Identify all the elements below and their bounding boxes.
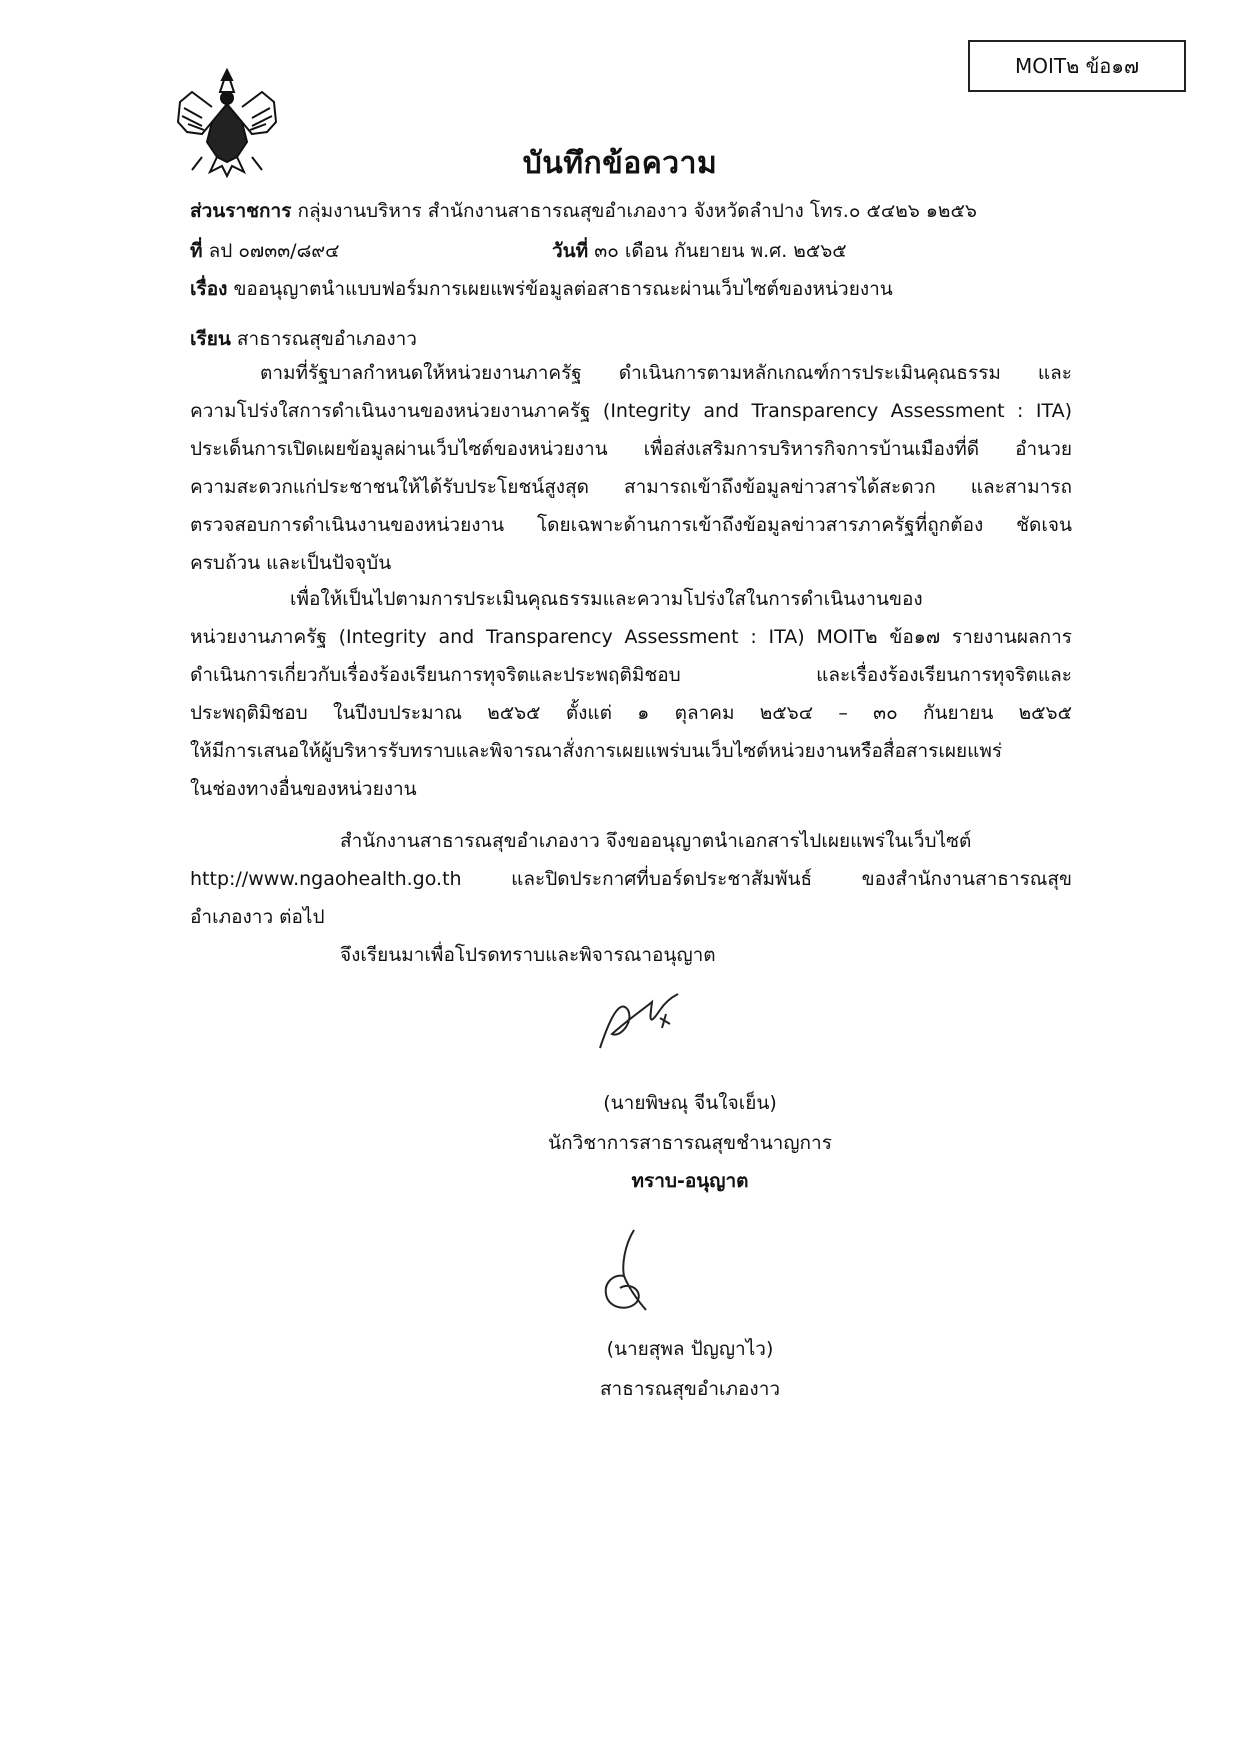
paragraph-line: ในช่องทางอื่นของหน่วยงาน [190, 778, 417, 800]
signature-2-icon [594, 1226, 654, 1316]
date-label: วันที่ [552, 240, 589, 262]
paragraph-line: ครบถ้วน และเป็นปัจจุบัน [190, 552, 392, 574]
paragraph-line: ประพฤติมิชอบ ในปีงบประมาณ ๒๕๖๕ ตั้งแต่ ๑ ตุลาคม ๒๕๖๔ – ๓๐ กันยายน ๒๕๖๕ [190, 702, 1072, 724]
date-value: ๓๐ เดือน กันยายน พ.ศ. ๒๕๖๕ [594, 240, 847, 262]
reference-code: MOIT๒ ข้อ๑๗ [1014, 54, 1140, 78]
signer-2-position: สาธารณสุขอำเภองาว [599, 1378, 781, 1400]
subject-label: เรื่อง [190, 278, 228, 300]
paragraph-1 [190, 354, 1072, 582]
paragraph-line: สำนักงานสาธารณสุขอำเภองาว จึงขออนุญาตนำเอกสารไปเผยแพร่ในเว็บไซต์ [340, 830, 972, 852]
paragraph-2 [190, 580, 1072, 808]
document-title: บันทึกข้อความ [522, 146, 718, 181]
paragraph-line: ตรวจสอบการดำเนินงานของหน่วยงาน โดยเฉพาะด้านการเข้าถึงข้อมูลข่าวสารภาครัฐที่ถูกต้อง ชัดเจน [190, 514, 1072, 536]
paragraph-line: ดำเนินการเกี่ยวกับเรื่องร้องเรียนการทุจริตและประพฤติมิชอบ และเรื่องร้องเรียนการทุจริตและ [190, 664, 1072, 686]
paragraph-line: http://www.ngaohealth.go.th และปิดประกาศที่บอร์ดประชาสัมพันธ์ ของสำนักงานสาธารณสุข [190, 868, 1072, 890]
paragraph-line: ประเด็นการเปิดเผยข้อมูลผ่านเว็บไซต์ของหน่วยงาน เพื่อส่งเสริมการบริหารกิจการบ้านเมืองที่ดี อำนวย [190, 438, 1072, 460]
subject-value: ขออนุญาตนำแบบฟอร์มการเผยแพร่ข้อมูลต่อสาธารณะผ่านเว็บไซต์ของหน่วยงาน [233, 278, 893, 300]
paragraph-3 [190, 822, 1072, 936]
agency-value: กลุ่มงานบริหาร สำนักงานสาธารณสุขอำเภองาว จังหวัดลำปาง โทร.๐ ๕๔๒๖ ๑๒๕๖ [297, 200, 977, 222]
paragraph-line: ตามที่รัฐบาลกำหนดให้หน่วยงานภาครัฐ ดำเนินการตามหลักเกณฑ์การประเมินคุณธรรม และ [260, 362, 1072, 384]
salutation-label: เรียน [190, 328, 231, 350]
agency-label: ส่วนราชการ [190, 200, 292, 222]
salutation-value: สาธารณสุขอำเภองาว [236, 328, 417, 350]
agency-line [190, 196, 977, 226]
reference-box [968, 40, 1186, 92]
signature-1-icon [590, 988, 690, 1060]
document-number-label: ที่ [190, 240, 203, 262]
date-line [552, 236, 847, 266]
signer-1-position: นักวิชาการสาธารณสุขชำนาญการ [548, 1132, 832, 1154]
closing-line: จึงเรียนมาเพื่อโปรดทราบและพิจารณาอนุญาต [340, 944, 716, 966]
approval-text: ทราบ-อนุญาต [631, 1170, 749, 1192]
signer-2-name: (นายสุพล ปัญญาไว) [606, 1338, 774, 1360]
salutation-line [190, 324, 417, 354]
document-number-line [190, 236, 340, 266]
subject-line [190, 274, 893, 304]
paragraph-line: เพื่อให้เป็นไปตามการประเมินคุณธรรมและความโปร่งใสในการดำเนินงานของ [290, 588, 923, 610]
paragraph-line: หน่วยงานภาครัฐ (Integrity and Transparency Assessment : ITA) MOIT๒ ข้อ๑๗ รายงานผลการ [190, 626, 1072, 648]
paragraph-line: อำเภองาว ต่อไป [190, 906, 325, 928]
paragraph-line: ความโปร่งใสการดำเนินงานของหน่วยงานภาครัฐ (Integrity and Transparency Assessment : ITA) [190, 400, 1072, 422]
paragraph-line: ให้มีการเสนอให้ผู้บริหารรับทราบและพิจารณาสั่งการเผยแพร่บนเว็บไซต์หน่วยงานหรือสื่อสารเผยแพร่ [190, 740, 1003, 762]
paragraph-line: ความสะดวกแก่ประชาชนให้ได้รับประโยชน์สูงสุด สามารถเข้าถึงข้อมูลข่าวสารได้สะดวก และสามารถ [190, 476, 1072, 498]
signer-1-name: (นายพิษณุ จีนใจเย็น) [603, 1092, 777, 1114]
document-number-value: ลป ๐๗๓๓/๘๙๔ [208, 240, 340, 262]
